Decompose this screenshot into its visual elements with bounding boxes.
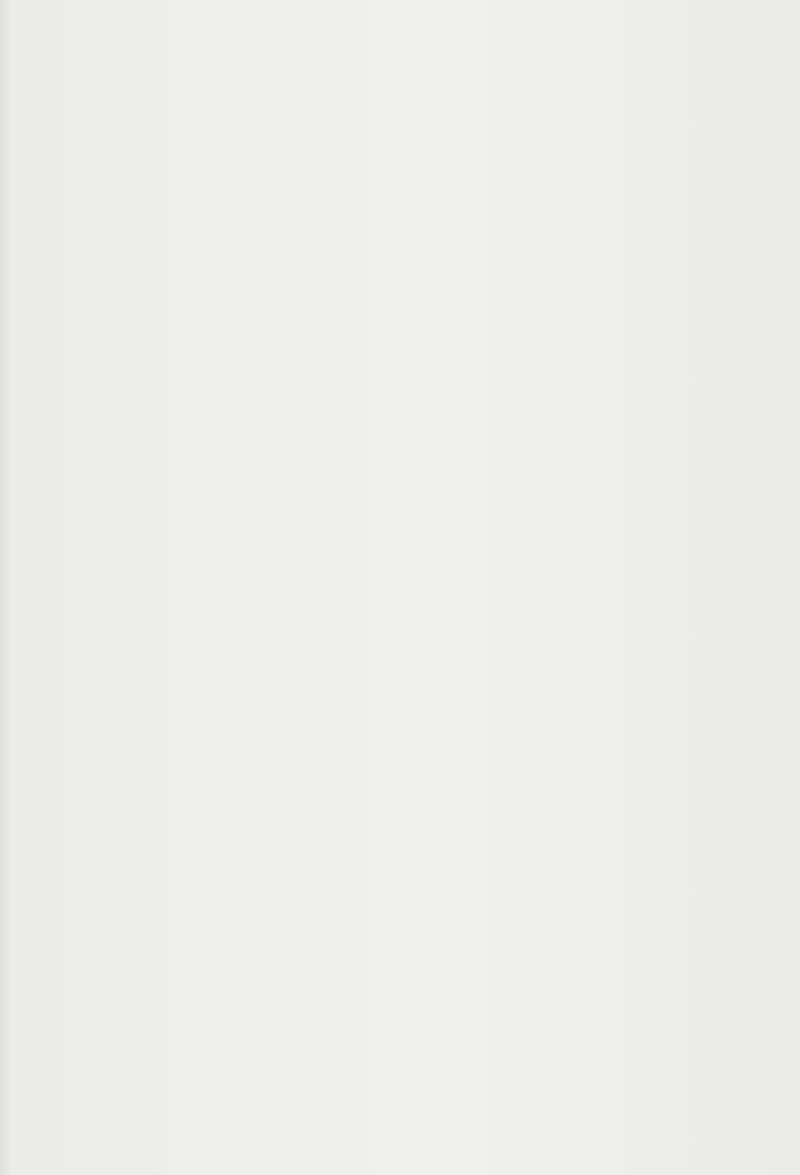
section-heading xyxy=(133,521,760,545)
page-header xyxy=(109,21,778,45)
